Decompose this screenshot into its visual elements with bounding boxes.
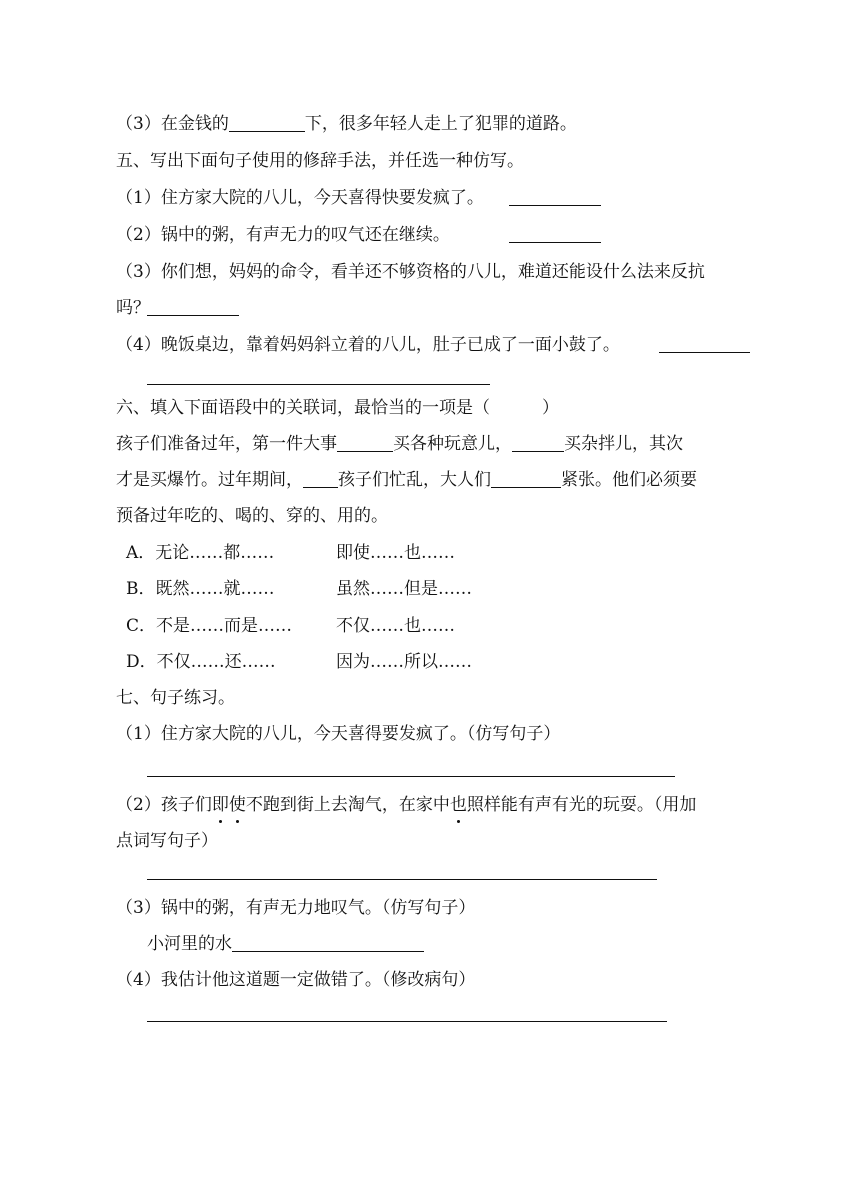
section-5-heading: 五、写出下面句子使用的修辞手法，并任选一种仿写。 (116, 151, 524, 171)
answer-blank[interactable] (232, 933, 424, 952)
section-7-heading: 七、句子练习。 (116, 688, 235, 708)
text: 紧张。他们必须要 (561, 470, 697, 490)
answer-line[interactable] (147, 1021, 667, 1022)
emphasis-dot-char: 即 (211, 795, 229, 815)
answer-blank[interactable] (659, 352, 750, 353)
answer-blank[interactable] (147, 315, 239, 316)
emphasis-dot-char: 也 (449, 795, 467, 815)
answer-blank[interactable] (509, 205, 601, 206)
answer-line[interactable] (147, 384, 490, 385)
text: ） (542, 398, 559, 418)
q6-passage-line2 (116, 468, 697, 492)
answer-blank[interactable] (491, 469, 561, 488)
q4-item-3 (116, 112, 577, 136)
section-6-heading (116, 396, 559, 420)
q7-item-4: （4）我估计他这道题一定做错了。（修改病句） (116, 970, 476, 990)
q6-option-a[interactable] (126, 541, 486, 565)
text: （4）晚饭桌边，靠着妈妈斜立着的八儿，肚子已成了一面小鼓了。 (116, 335, 620, 355)
answer-blank[interactable] (509, 242, 601, 243)
q5-item-3-line2 (116, 296, 150, 320)
q5-item-2 (116, 223, 450, 247)
q5-item-1 (116, 186, 484, 210)
option-right: 不仅……也…… (336, 616, 455, 636)
q7-item-2-line2: 点词写句子） (116, 831, 218, 851)
text: （2）锅中的粥，有声无力的叹气还在继续。 (116, 225, 450, 245)
text: 小河里的水 (147, 934, 232, 954)
q6-passage-line1 (116, 432, 683, 456)
option-label: C．不是……而是…… (126, 616, 293, 636)
text: 六、填入下面语段中的关联词，最恰当的一项是（ (116, 398, 490, 418)
text: （2）孩子们 (116, 795, 212, 815)
text: （1）住方家大院的八儿，今天喜得快要发疯了。 (116, 188, 484, 208)
option-label: A．无论……都…… (126, 543, 275, 563)
answer-line[interactable] (147, 776, 675, 777)
text: 孩子们准备过年，第一件大事 (116, 434, 337, 454)
q6-option-b[interactable] (126, 577, 486, 601)
option-right: 虽然……但是…… (336, 579, 472, 599)
q7-item-3: （3）锅中的粥，有声无力地叹气。（仿写句子） (116, 898, 476, 918)
answer-blank[interactable] (229, 113, 305, 132)
answer-blank[interactable] (303, 469, 338, 488)
text: 照样能有声有光的玩耍。（用加 (466, 795, 697, 815)
q7-item-2-line1 (116, 793, 696, 817)
text: （3）在金钱的 (116, 114, 229, 134)
text: 不跑到街上去淘气，在家中 (245, 795, 450, 815)
q6-option-d[interactable] (126, 650, 486, 674)
text: 孩子们忙乱，大人们 (338, 470, 491, 490)
q6-option-c[interactable] (126, 614, 486, 638)
q5-item-4 (116, 333, 620, 357)
q7-item-3-prompt (147, 932, 424, 956)
q6-passage-line3: 预备过年吃的、喝的、穿的、用的。 (116, 506, 388, 526)
text: 吗？ (116, 298, 150, 318)
option-label: D．不仅……还…… (126, 652, 276, 672)
text: 才是买爆竹。过年期间， (116, 470, 303, 490)
q7-item-1: （1）住方家大院的八儿，今天喜得要发疯了。（仿写句子） (116, 724, 561, 744)
text: 买杂拌儿，其次 (564, 434, 683, 454)
option-right: 因为……所以…… (336, 652, 472, 672)
option-right: 即使……也…… (336, 543, 455, 563)
option-label: B．既然……就…… (126, 579, 275, 599)
q5-item-3-line1: （3）你们想，妈妈的命令，看羊还不够资格的八儿，难道还能设什么法来反抗 (116, 262, 705, 282)
answer-blank[interactable] (512, 433, 564, 452)
text: 买各种玩意儿， (393, 434, 512, 454)
text: 下，很多年轻人走上了犯罪的道路。 (304, 114, 577, 134)
answer-line[interactable] (147, 879, 657, 880)
emphasis-dot-char: 使 (228, 795, 246, 815)
answer-blank[interactable] (337, 433, 393, 452)
